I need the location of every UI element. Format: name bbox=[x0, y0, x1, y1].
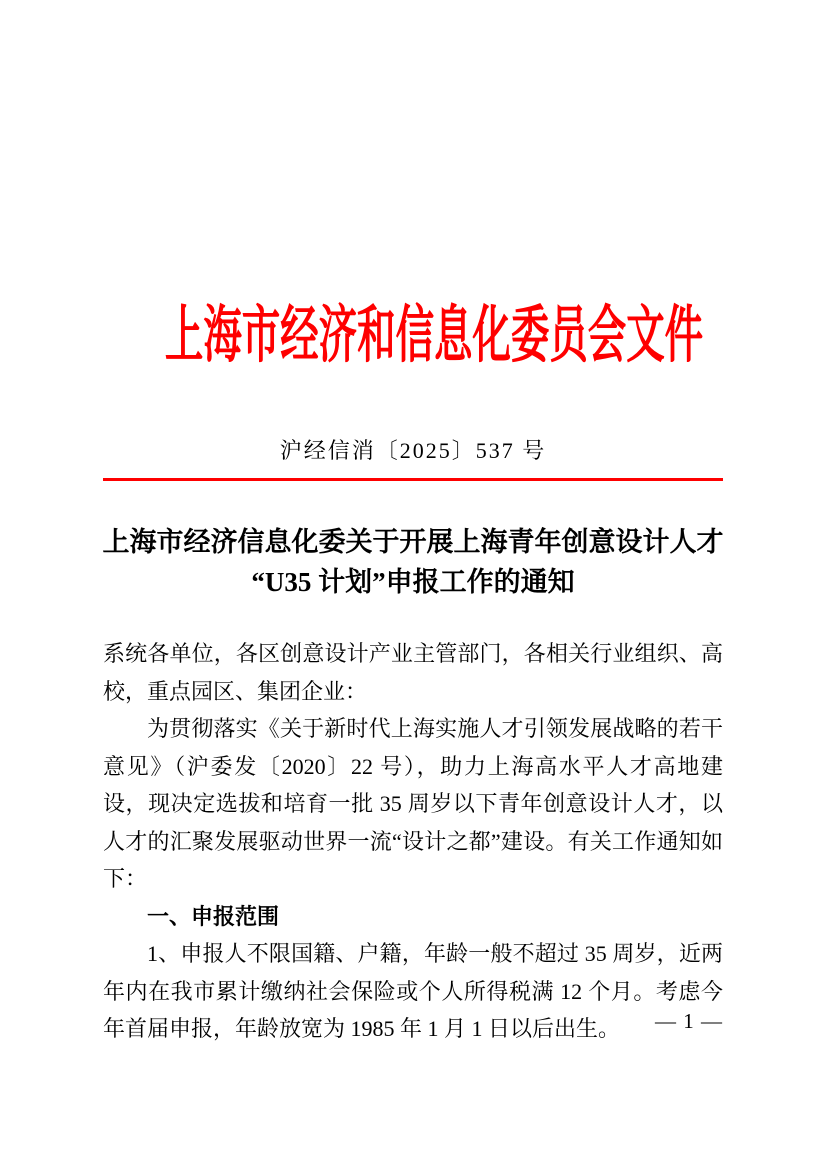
document-body bbox=[103, 635, 723, 1048]
letterhead-org-title: 上海市经济和信息化委员会文件 bbox=[164, 302, 704, 370]
letterhead bbox=[0, 291, 826, 381]
document-title bbox=[0, 522, 826, 602]
section-heading-application-scope: 一、申报范围 bbox=[147, 903, 280, 929]
page-number: — 1 — bbox=[655, 1009, 723, 1033]
item-1-paragraph: 1、申报人不限国籍、户籍，年龄一般不超过 35 周岁，近两年内在我市累计缴纳社会保险或个人所得税满 12 个月。考虑今年首届申报，年龄放宽为 1985 年 1 月 1 日以后出生。 bbox=[103, 941, 723, 1041]
red-divider-line bbox=[103, 478, 723, 481]
intro-paragraph: 为贯彻落实《关于新时代上海实施人才引领发展战略的若干意见》（沪委发〔2020〕22 号），助力上海高水平人才高地建设，现决定选拔和培育一批 35 周岁以下青年创意设计人才，以人才的汇聚发展驱动世界一流“设计之都”建设。有关工作通知如下： bbox=[103, 716, 723, 891]
document-title-line1: 上海市经济信息化委关于开展上海青年创意设计人才 bbox=[102, 527, 724, 557]
document-title-line2: “U35 计划”申报工作的通知 bbox=[251, 567, 575, 597]
salutation-paragraph: 系统各单位，各区创意设计产业主管部门，各相关行业组织、高校，重点园区、集团企业： bbox=[103, 641, 723, 704]
document-number: 沪经信消〔2025〕537 号 bbox=[279, 438, 547, 463]
